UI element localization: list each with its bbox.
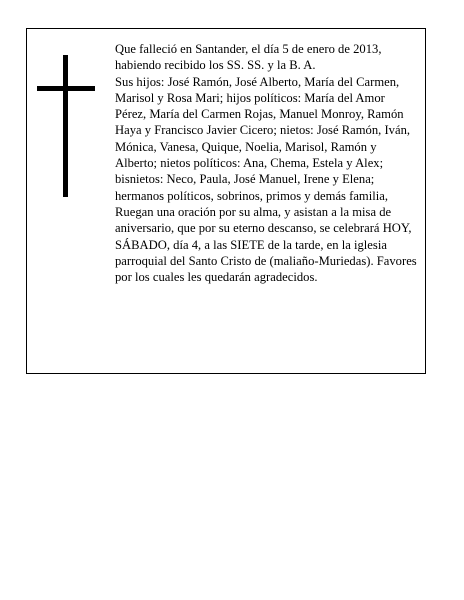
cross-horizontal-bar (37, 86, 95, 91)
notice-paragraph-family: Sus hijos: José Ramón, José Alberto, María del Carmen, Marisol y Rosa Mari; hijos políticos: María del Amor Pérez, María del Carmen Rojas, Manuel Monroy, Ramón Haya y Francisco Javier Cicero; nietos: José Ramón, Iván, Mónica, Vanesa, Quique, Noelia, Marisol, Ramón y Alberto; nietos políticos: Ana, Chema, Estela y Alex; bisnietos: Neco, Paula, José Manuel, Irene y Elena; hermanos políticos, sobrinos, primos y demás familia, (115, 74, 411, 203)
notice-paragraph-death: Que falleció en Santander, el día 5 de enero de 2013, habiendo recibido los SS. SS. y la B. A. (115, 42, 382, 73)
cross-vertical-bar (63, 55, 68, 197)
notice-paragraph-mass: Ruegan una oración por su alma, y asistan a la misa de aniversario, que por su eterno descanso, se celebrará HOY, SÁBADO, día 4, a las SIETE de la tarde, en la iglesia parroquial del Santo Cristo de (maliaño-Muriedas). Favores por los cuales les quedarán agradecidos. (115, 204, 417, 285)
cross-icon (37, 55, 95, 197)
notice-text (115, 41, 417, 285)
obituary-notice (26, 28, 426, 374)
